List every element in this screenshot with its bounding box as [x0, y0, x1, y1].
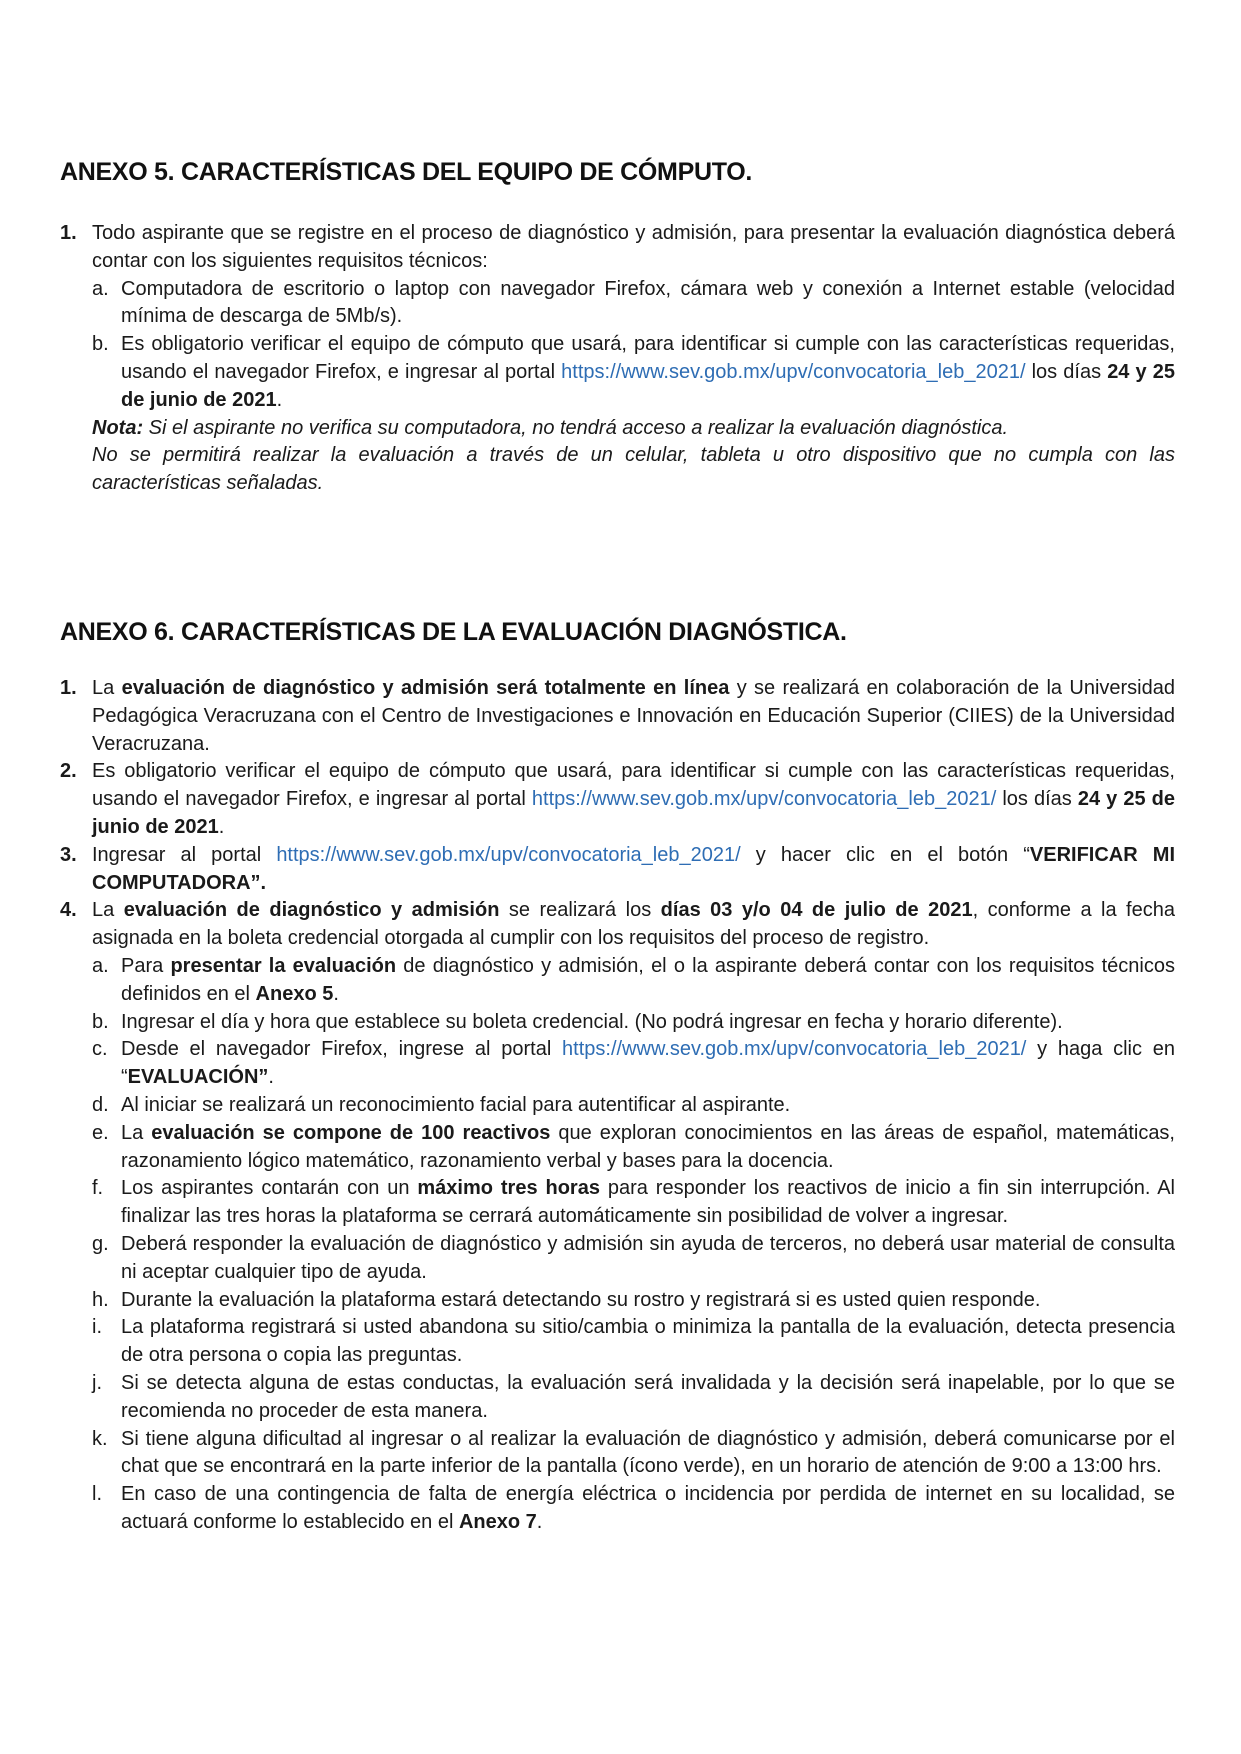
item-text: y haga clic en “	[121, 1038, 1175, 1089]
item-text: Es obligatorio verificar el equipo de cómputo que usará, para identificar si cumple con las características requeridas, usando el navegador Firefox, e ingresar al portal	[92, 760, 1175, 811]
anexo6-subitem-d	[60, 1092, 1175, 1120]
list-letter: a.	[92, 277, 109, 300]
list-letter: k.	[92, 1427, 108, 1450]
button-name-bold: VERIFICAR MI COMPUTADORA”.	[92, 843, 1176, 894]
item-text: Para	[121, 954, 171, 977]
anexo5-subitem-a	[60, 276, 1175, 332]
portal-link[interactable]: https://www.sev.gob.mx/upv/convocatoria_leb_2021/	[562, 1038, 1027, 1061]
item-text: Si se detecta alguna de estas conductas, la evaluación será invalidada y la decisión será inapelable, por lo que se recomienda no proceder de esta manera.	[121, 1371, 1175, 1422]
item-bold: evaluación de diagnóstico y admisión será totalmente en línea	[121, 677, 730, 699]
note-label: Nota:	[92, 416, 144, 439]
item-text: .	[333, 982, 339, 1005]
anexo6-subitem-g	[60, 1231, 1175, 1287]
list-letter: i.	[92, 1316, 102, 1339]
date-bold: 24 y 25 de junio de 2021	[92, 788, 1176, 838]
item-bold: evaluación se compone de 100 reactivos	[151, 1121, 551, 1144]
list-number: 1.	[60, 677, 77, 699]
item-bold: Anexo 5	[255, 982, 334, 1005]
item-text: Durante la evaluación la plataforma estará detectando su rostro y registrará si es usted quien responde.	[121, 1288, 1041, 1311]
note-text: Si el aspirante no verifica su computadora, no tendrá acceso a realizar la evaluación diagnóstica.	[143, 416, 1009, 439]
item-text: Es obligatorio verificar el equipo de cómputo que usará, para identificar si cumple con las características requeridas, usando el navegador Firefox, e ingresar al portal	[121, 333, 1175, 383]
item-text: que exploran conocimientos en las áreas de español, matemáticas, razonamiento lógico matemático, razonamiento verbal y bases para la docencia.	[121, 1121, 1175, 1172]
anexo5-heading: ANEXO 5. CARACTERÍSTICAS DEL EQUIPO DE CÓMPUTO.	[60, 158, 753, 186]
note-block	[60, 415, 1175, 443]
item-text: .	[218, 815, 225, 838]
anexo6-subitem-c	[60, 1036, 1175, 1092]
anexo6-subitem-e	[60, 1120, 1175, 1176]
item-text: Computadora de escritorio o laptop con navegador Firefox, cámara web y conexión a Internet estable (velocidad mínima de descarga de 5Mb/s).	[121, 277, 1175, 328]
item-text: La	[92, 677, 122, 699]
item-bold: Anexo 7	[458, 1510, 537, 1533]
anexo6-subitem-a	[60, 953, 1175, 1009]
anexo6-item-4	[60, 897, 1175, 953]
list-number: 4.	[60, 899, 77, 922]
list-letter: l.	[92, 1483, 102, 1506]
portal-link[interactable]: https://www.sev.gob.mx/upv/convocatoria_leb_2021/	[531, 788, 997, 811]
item-bold: máximo tres horas	[417, 1177, 600, 1200]
item-bold: evaluación de diagnóstico y admisión	[123, 899, 500, 922]
anexo6-item-1	[60, 675, 1175, 758]
item-text: los días	[1025, 360, 1108, 383]
list-letter: g.	[92, 1232, 109, 1255]
anexo6-heading: ANEXO 6. CARACTERÍSTICAS DE LA EVALUACIÓN DIAGNÓSTICA.	[60, 618, 847, 646]
item-text: Los aspirantes contarán con un	[121, 1177, 418, 1200]
list-letter: b.	[92, 333, 109, 356]
item-text: Desde el navegador Firefox, ingrese al portal	[121, 1038, 563, 1061]
anexo5-subitem-b	[60, 331, 1175, 414]
item-text: Al iniciar se realizará un reconocimiento facial para autentificar al aspirante.	[121, 1093, 791, 1116]
item-text: En caso de una contingencia de falta de energía eléctrica o incidencia por perdida de internet en su localidad, se actuará conforme lo establecido en el	[121, 1483, 1175, 1533]
item-text: La	[121, 1121, 152, 1144]
button-name-bold: EVALUACIÓN”	[127, 1066, 269, 1089]
anexo6-item-2	[60, 758, 1175, 841]
item-text: La	[92, 899, 124, 922]
list-letter: b.	[92, 1010, 109, 1033]
list-letter: c.	[92, 1038, 108, 1061]
list-letter: a.	[92, 954, 109, 977]
anexo6-subitem-k	[60, 1426, 1175, 1482]
anexo5-section	[60, 220, 1175, 498]
item-text: y se realizará en colaboración de la Universidad Pedagógica Veracruzana con el Centro de Investigaciones e Innovación en Educación Superior (CIIES) de la Universidad Veracruzana.	[92, 677, 1175, 755]
anexo5-item-1	[60, 220, 1175, 276]
item-text: , conforme a la fecha asignada en la boleta credencial otorgada al cumplir con los requisitos del proceso de registro.	[92, 899, 1175, 950]
anexo6-subitem-h	[60, 1287, 1175, 1315]
item-text: de diagnóstico y admisión, el o la aspirante deberá contar con los requisitos técnicos definidos en el	[121, 954, 1175, 1005]
portal-link[interactable]: https://www.sev.gob.mx/upv/convocatoria_leb_2021/	[561, 360, 1026, 383]
list-number: 1.	[60, 222, 77, 244]
date-bold: 24 y 25 de junio de 2021	[121, 360, 1176, 411]
anexo6-subitem-b	[60, 1009, 1175, 1037]
list-letter: f.	[92, 1177, 104, 1200]
date-bold: días 03 y/o 04 de julio de 2021	[660, 899, 973, 922]
anexo6-subitem-l	[60, 1481, 1175, 1537]
item-text: Si tiene alguna dificultad al ingresar o al realizar la evaluación de diagnóstico y admisión, deberá comunicarse por el chat que se encontrará en la parte inferior de la pantalla (ícono verde), en un horario de atención de 9:00 a 13:00 hrs.	[121, 1427, 1175, 1478]
item-bold: presentar la evaluación	[170, 954, 397, 977]
anexo6-section	[60, 675, 1175, 1537]
item-text: La plataforma registrará si usted abandona su sitio/cambia o minimiza la pantalla de la evaluación, detecta presencia de otra persona o copia las preguntas.	[121, 1316, 1175, 1367]
item-text: .	[276, 388, 283, 411]
anexo6-subitem-j	[60, 1370, 1175, 1426]
note-block-2	[60, 442, 1175, 498]
anexo6-item-3	[60, 842, 1175, 898]
list-letter: h.	[92, 1288, 109, 1311]
item-text: y hacer clic en el botón “	[740, 843, 1030, 866]
item-text: .	[536, 1510, 543, 1533]
item-text: Ingresar el día y hora que establece su boleta credencial. (No podrá ingresar en fecha y horario diferente).	[121, 1010, 1063, 1033]
item-text: los días	[996, 788, 1078, 811]
item-text: .	[268, 1066, 274, 1089]
list-letter: e.	[92, 1121, 109, 1144]
item-text: Todo aspirante que se registre en el proceso de diagnóstico y admisión, para presentar la evaluación diagnóstica deberá contar con los siguientes requisitos técnicos:	[92, 222, 1175, 272]
list-number: 2.	[60, 760, 77, 783]
anexo6-subitem-f	[60, 1175, 1175, 1231]
item-text: se realizará los	[499, 899, 661, 922]
portal-link[interactable]: https://www.sev.gob.mx/upv/convocatoria_leb_2021/	[276, 843, 741, 866]
item-text: para responder los reactivos de inicio a fin sin interrupción. Al finalizar las tres horas la plataforma se cerrará automáticamente sin posibilidad de volver a ingresar.	[121, 1177, 1175, 1228]
list-letter: d.	[92, 1093, 109, 1116]
note-text: No se permitirá realizar la evaluación a través de un celular, tableta u otro dispositivo que no cumpla con las características señaladas.	[92, 444, 1175, 495]
list-number: 3.	[60, 843, 77, 866]
item-text: Deberá responder la evaluación de diagnóstico y admisión sin ayuda de terceros, no deberá usar material de consulta ni aceptar cualquier tipo de ayuda.	[121, 1232, 1175, 1283]
anexo6-subitem-i	[60, 1314, 1175, 1370]
item-text: Ingresar al portal	[92, 843, 277, 866]
list-letter: j.	[92, 1371, 102, 1394]
